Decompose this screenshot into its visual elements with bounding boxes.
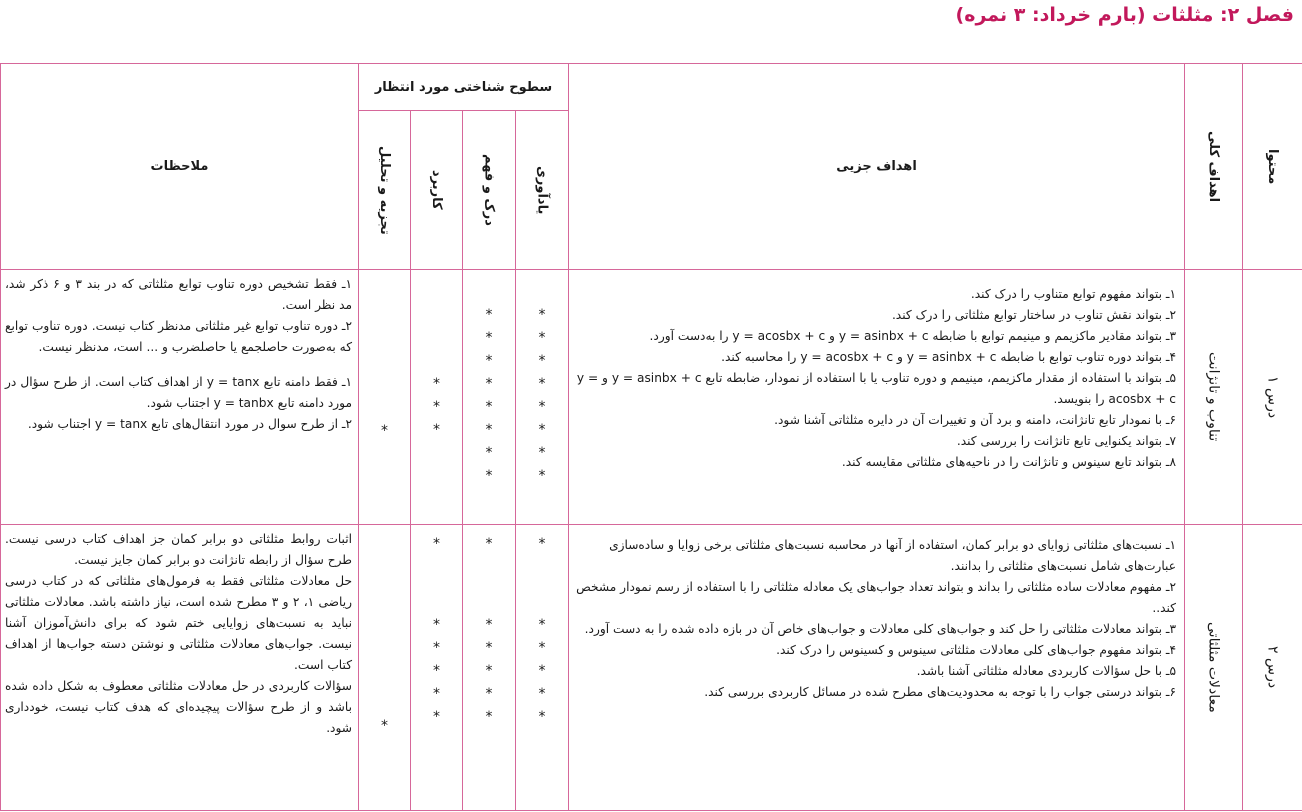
lesson-row [1, 525, 1302, 811]
application-marks [411, 525, 463, 811]
lesson-content: درس ۲ [1243, 525, 1302, 811]
star-mark: * [538, 353, 546, 369]
star-mark: * [538, 307, 546, 323]
header-content-label: محتوا [1265, 148, 1280, 185]
star-mark: * [485, 686, 493, 702]
curriculum-table [0, 63, 1302, 811]
star-mark: * [485, 709, 493, 725]
goal-item: ۲ـ بتواند نقش تناوب در ساختار توابع مثلثاتی را درک کند. [891, 308, 1176, 322]
note-item: ۲ـ از طرح سوال در مورد انتقال‌های تابع y = tanx اجتناب شود. [27, 417, 352, 431]
star-mark: * [433, 376, 440, 392]
star-mark: * [538, 330, 546, 346]
star-mark: * [485, 663, 493, 679]
header-general-goals [1185, 64, 1243, 270]
lesson-row [1, 270, 1302, 525]
lesson-notes [1, 525, 359, 811]
lesson-general-goal: معادلات مثلثاتی [1185, 525, 1243, 811]
star-mark: * [538, 468, 546, 484]
star-mark: * [538, 617, 546, 633]
goal-item: ۲ـ مفهوم معادلات ساده مثلثاتی را بداند و بتواند تعداد جواب‌های یک معادله مثلثاتی را با استفاده از رسم نمودار مشخص کند.. [576, 580, 1176, 615]
application-marks [411, 270, 463, 525]
header-content [1243, 64, 1302, 270]
star-mark: * [485, 422, 493, 438]
page-title: فصل ۲: مثلثات (بارم خرداد: ۳ نمره) [955, 4, 1294, 26]
star-mark: * [538, 445, 546, 461]
star-mark: * [485, 330, 493, 346]
analysis-marks [359, 270, 411, 525]
note-item: ۱ـ فقط دامنه تابع y = tanx از اهداف کتاب است. از طرح سؤال در مورد دامنه تابع y = tanbx اجتناب شود. [5, 375, 352, 410]
star-mark: * [485, 617, 493, 633]
star-mark: * [485, 307, 493, 323]
goal-item: ۶ـ بتواند درستی جواب را با توجه به محدودیت‌های مطرح شده در مسائل کاربردی بررسی کند. [704, 685, 1176, 699]
star-mark: * [433, 617, 440, 633]
lesson-goals [569, 525, 1185, 811]
note-item: سؤالات کاربردی در حل معادلات مثلثاتی معطوف به شکل داده شده باشد و از طرح سؤالات پیچیده‌ای که هدف کتاب نیست، خودداری شود. [5, 679, 352, 735]
goal-item: ۳ـ بتواند معادلات مثلثاتی را حل کند و جواب‌های کلی معادلات و جواب‌های خاص آن در بازه داده شده را به دست آورد. [584, 622, 1176, 636]
star-mark: * [381, 718, 388, 734]
goal-item: ۷ـ بتواند یکنوایی تابع تانژانت را بررسی کند. [956, 434, 1176, 448]
star-mark: * [433, 663, 440, 679]
star-mark: * [538, 422, 546, 438]
star-mark: * [485, 399, 493, 415]
star-mark: * [485, 536, 493, 552]
star-mark: * [538, 536, 546, 552]
star-mark: * [381, 423, 388, 439]
lesson-general-goal: تناوب و تانژانت [1185, 270, 1243, 525]
star-mark: * [538, 640, 546, 656]
goal-item: ۵ـ با حل سؤالات کاربردی معادله مثلثاتی آشنا باشد. [916, 664, 1176, 678]
star-mark: * [433, 399, 440, 415]
star-mark: * [485, 353, 493, 369]
goal-item: ۴ـ بتواند دوره تناوب توابع با ضابطه y = asinbx + c و y = acosbx + c را محاسبه کند. [721, 350, 1176, 364]
lesson-notes [1, 270, 359, 525]
lesson-goals [569, 270, 1185, 525]
note-item: حل معادلات مثلثاتی فقط به فرمول‌های مثلثاتی که در کتاب درسی ریاضی ۱، ۲ و ۳ مطرح شده است، نیاز داشته باشد. معادلات مثلثاتی نباید به نسبت‌های زوایایی ختم شود که برای دانش‌آموزان آشنا نیست. جواب‌های معادلات مثلثاتی و نوشتن دسته جواب‌ها از اهداف کتاب است. [5, 574, 352, 672]
star-mark: * [485, 640, 493, 656]
header-understanding: درک و فهم [463, 111, 516, 270]
star-mark: * [433, 640, 440, 656]
star-mark: * [485, 376, 493, 392]
understanding-marks [463, 525, 516, 811]
goal-item: ۶ـ با نمودار تابع تانژانت، دامنه و برد آن و تغییرات آن در دایره مثلثاتی آشنا شود. [774, 413, 1176, 427]
header-analysis: تجزیه و تحلیل [359, 111, 411, 270]
goal-item: ۱ـ بتواند مفهوم توابع متناوب را درک کند. [970, 287, 1176, 301]
star-mark: * [433, 709, 440, 725]
header-application: کاربرد [411, 111, 463, 270]
goal-item: ۴ـ بتواند مفهوم جواب‌های کلی معادلات مثلثاتی سینوس و کسینوس را درک کند. [776, 643, 1176, 657]
star-mark: * [485, 468, 493, 484]
lesson-content: درس ۱ [1243, 270, 1302, 525]
header-specific-goals: اهداف جزیی [569, 64, 1185, 270]
understanding-marks [463, 270, 516, 525]
header-recall: یادآوری [516, 111, 569, 270]
star-mark: * [433, 536, 440, 552]
star-mark: * [538, 663, 546, 679]
header-notes: ملاحظات [1, 64, 359, 270]
goal-item: ۵ـ بتواند با استفاده از مقدار ماکزیمم، مینیمم و دوره تناوب یا با استفاده از نمودار، ضابطه تابع y = asinbx + c و y = acosbx + c را بنویسد. [576, 371, 1176, 406]
star-mark: * [538, 376, 546, 392]
star-mark: * [538, 686, 546, 702]
header-general-goals-label: اهداف کلی [1206, 130, 1221, 203]
header-row [1, 64, 1302, 111]
goal-item: ۸ـ بتواند تابع سینوس و تانژانت را در ناحیه‌های مثلثاتی مقایسه کند. [841, 455, 1176, 469]
recall-marks [516, 525, 569, 811]
recall-marks [516, 270, 569, 525]
goal-item: ۱ـ نسبت‌های مثلثاتی زوایای دو برابر کمان، استفاده از آنها در محاسبه نسبت‌های مثلثاتی برخی زوایا و ساده‌سازی عبارت‌های شامل نسبت‌های مثلثاتی را بدانند. [609, 538, 1176, 573]
star-mark: * [538, 399, 546, 415]
note-item: اثبات روابط مثلثاتی دو برابر کمان جز اهداف کتاب درسی نیست. طرح سؤال از رابطه تانژانت دو برابر کمان جایز نیست. [5, 532, 352, 567]
note-item: ۲ـ دوره تناوب توابع غیر مثلثاتی مدنظر کتاب نیست. دوره تناوب توابع که به‌صورت حاصلجمع یا حاصلضرب و ... است، مدنظر نیست. [5, 319, 352, 354]
star-mark: * [433, 686, 440, 702]
note-item: ۱ـ فقط تشخیص دوره تناوب توابع مثلثاتی که در بند ۳ و ۶ ذکر شد، مد نظر است. [5, 277, 352, 312]
goal-item: ۳ـ بتواند مقادیر ماکزیمم و مینیمم توابع با ضابطه y = asinbx + c و y = acosbx + c را به‌دست آورد. [649, 329, 1176, 343]
star-mark: * [538, 709, 546, 725]
star-mark: * [485, 445, 493, 461]
header-levels: سطوح شناختی مورد انتظار [359, 64, 569, 111]
star-mark: * [433, 422, 440, 438]
analysis-marks [359, 525, 411, 811]
